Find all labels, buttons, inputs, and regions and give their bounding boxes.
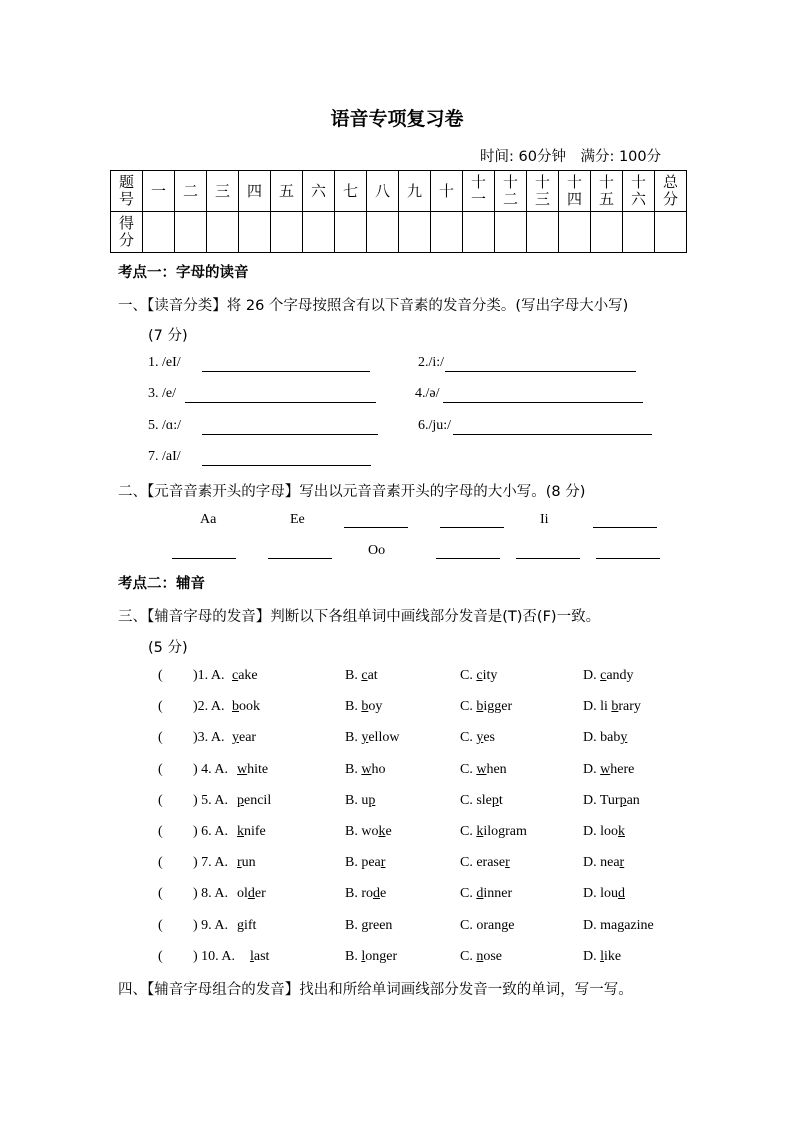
option-prefix: C. [460, 699, 477, 714]
table-header-cell: 十 [431, 171, 463, 212]
table-header-cell: 八 [367, 171, 399, 212]
option-word[interactable] [237, 886, 266, 902]
option-word[interactable] [583, 699, 641, 715]
question-1-score: (7 分) [148, 328, 188, 344]
question-3-instruction: 三、【辅音字母的发音】判断以下各组单词中画线部分发音是(T)否(F)一致。 [118, 609, 601, 625]
option-word[interactable] [232, 668, 258, 684]
question-number: )1. A. [193, 668, 225, 683]
underlined-letters: p [368, 793, 376, 808]
option-word[interactable] [345, 668, 378, 684]
underlined-letters: d [476, 886, 484, 901]
option-prefix: D. nea [583, 855, 620, 870]
answer-blank[interactable] [185, 402, 376, 403]
answer-blank[interactable] [344, 527, 408, 528]
row-label-score: 得 分 [111, 212, 143, 253]
option-word[interactable] [460, 855, 510, 871]
question-number: ) 7. A. [193, 855, 228, 870]
option-suffix: er [254, 886, 266, 901]
option-word[interactable] [237, 855, 256, 871]
option-prefix: C. [460, 886, 477, 901]
underlined-letters: w [476, 762, 487, 777]
option-word[interactable] [345, 793, 375, 809]
score-cell[interactable] [463, 212, 495, 253]
answer-blank[interactable] [202, 465, 371, 466]
table-header-cell: 一 [143, 171, 175, 212]
question-number: ) 5. A. [193, 793, 228, 808]
option-suffix: ike [604, 949, 622, 964]
letter-pair: Oo [368, 543, 386, 558]
underlined-letters: c [361, 668, 368, 683]
score-cell[interactable] [239, 212, 271, 253]
score-cell[interactable] [623, 212, 655, 253]
option-suffix: reen [368, 918, 393, 933]
underlined-letters: y [476, 730, 484, 745]
underlined-letters: c [476, 668, 483, 683]
option-word[interactable] [345, 855, 385, 871]
question-number: ) 10. A. [193, 949, 235, 964]
phoneme-label: 4./ə/ [415, 386, 440, 401]
letter-pair: Ee [290, 512, 305, 527]
underlined-letters: c [232, 668, 239, 683]
answer-blank[interactable] [593, 527, 657, 528]
score-cell[interactable] [271, 212, 303, 253]
answer-paren-open[interactable]: ( [158, 668, 163, 683]
table-header-cell: 九 [399, 171, 431, 212]
option-prefix: ol [237, 886, 248, 901]
option-prefix: B. [345, 730, 362, 745]
underlined-letters: d [618, 886, 625, 901]
option-prefix: C. sle [460, 793, 492, 808]
underlined-letters: c [600, 668, 607, 683]
phoneme-label: 3. /e/ [148, 386, 176, 401]
option-prefix: D. ma [583, 918, 618, 933]
option-word[interactable] [460, 668, 497, 684]
phoneme-label: 1. /eI/ [148, 355, 181, 370]
option-prefix: D. [583, 949, 601, 964]
answer-paren-open[interactable]: ( [158, 949, 163, 964]
score-table [110, 170, 687, 253]
answer-paren-open[interactable]: ( [158, 824, 163, 839]
option-prefix: B. [345, 762, 362, 777]
option-word[interactable] [232, 730, 256, 746]
table-header-cell: 十 五 [591, 171, 623, 212]
option-suffix: at [367, 668, 378, 683]
option-word[interactable] [460, 949, 502, 965]
option-suffix: ift [244, 918, 257, 933]
question-4-instruction: 四、【辅音字母组合的发音】找出和所给单词画线部分发音一致的单词，写一写。 [118, 982, 633, 998]
answer-paren-open[interactable]: ( [158, 855, 163, 870]
answer-paren-open[interactable]: ( [158, 699, 163, 714]
question-number: ) 9. A. [193, 918, 228, 933]
question-1-instruction: 一、【读音分类】将 26 个字母按照含有以下音素的发音分类。(写出字母大小写) [118, 298, 629, 314]
underlined-letters: y [361, 730, 369, 745]
option-prefix: B. [345, 949, 362, 964]
question-number: ) 6. A. [193, 824, 228, 839]
option-suffix: e [385, 824, 392, 839]
question-number: ) 8. A. [193, 886, 228, 901]
answer-blank[interactable] [453, 434, 652, 435]
score-cell[interactable] [367, 212, 399, 253]
option-prefix: B. ro [345, 886, 373, 901]
option-word[interactable] [345, 762, 385, 778]
option-word[interactable] [583, 793, 640, 809]
score-cell[interactable] [207, 212, 239, 253]
option-prefix: B. pea [345, 855, 381, 870]
underlined-letters: k [237, 824, 244, 839]
phoneme-label: 6./ju:/ [418, 418, 452, 433]
answer-paren-open[interactable]: ( [158, 918, 163, 933]
underlined-letters: b [232, 699, 239, 714]
answer-blank[interactable] [172, 558, 236, 559]
table-header-cell: 十 一 [463, 171, 495, 212]
underlined-letters: y [620, 730, 628, 745]
option-suffix: ilogram [483, 824, 527, 839]
table-header-cell: 二 [175, 171, 207, 212]
underlined-letters: g [617, 918, 625, 933]
page-title: 语音专项复习卷 [330, 108, 464, 130]
underlined-letters: p [491, 793, 499, 808]
option-suffix: ast [253, 949, 270, 964]
option-suffix: an [626, 793, 640, 808]
table-header-cell: 四 [239, 171, 271, 212]
option-word[interactable] [250, 949, 269, 965]
score-cell[interactable] [335, 212, 367, 253]
underlined-letters: b [611, 699, 619, 714]
option-prefix: C. [460, 949, 477, 964]
option-word[interactable] [460, 730, 495, 746]
option-suffix: hite [247, 762, 269, 777]
score-cell[interactable] [655, 212, 687, 253]
option-word[interactable] [583, 855, 624, 871]
option-word[interactable] [237, 793, 271, 809]
answer-paren-open[interactable]: ( [158, 886, 163, 901]
option-suffix: rary [618, 699, 641, 714]
option-prefix: D. [583, 668, 601, 683]
option-prefix: D. Tur [583, 793, 620, 808]
underlined-letters: r [380, 855, 386, 870]
option-suffix: andy [606, 668, 634, 683]
option-suffix: inner [483, 886, 513, 901]
underlined-letters: l [250, 949, 254, 964]
option-word[interactable] [345, 918, 392, 934]
table-header-cell: 六 [303, 171, 335, 212]
option-word[interactable] [237, 918, 256, 934]
table-header-cell: 十 六 [623, 171, 655, 212]
section-heading-point1: 考点一：字母的读音 [118, 265, 249, 281]
phoneme-label: 7. /aI/ [148, 449, 181, 464]
underlined-letters: p [237, 793, 244, 808]
option-word[interactable] [460, 793, 503, 809]
underlined-letters: g [361, 918, 369, 933]
option-suffix: t [498, 793, 503, 808]
underlined-letters: k [378, 824, 386, 839]
table-header-cell: 十 三 [527, 171, 559, 212]
option-word[interactable] [583, 668, 634, 684]
underlined-letters: g [501, 918, 509, 933]
option-word[interactable] [345, 699, 382, 715]
table-header-cell: 七 [335, 171, 367, 212]
answer-paren-open[interactable]: ( [158, 762, 163, 777]
option-word[interactable] [583, 949, 621, 965]
time-score-info: 时间: 60分钟 满分: 100分 [480, 149, 662, 165]
row-label-number: 题 号 [111, 171, 143, 212]
underlined-letters: g [237, 918, 244, 933]
score-cell[interactable] [591, 212, 623, 253]
underlined-letters: n [476, 949, 484, 964]
letter-pair: Ii [540, 512, 549, 527]
answer-blank[interactable] [202, 434, 378, 435]
table-header-cell: 总 分 [655, 171, 687, 212]
option-prefix: C. erase [460, 855, 506, 870]
phoneme-label: 5. /ɑ:/ [148, 418, 181, 433]
underlined-letters: l [600, 949, 605, 964]
underlined-letters: k [618, 824, 625, 839]
option-suffix: ook [239, 699, 260, 714]
option-prefix: D. [583, 762, 601, 777]
score-cell[interactable] [495, 212, 527, 253]
option-word[interactable] [237, 824, 266, 840]
option-word[interactable] [460, 699, 512, 715]
option-prefix: D. bab [583, 730, 621, 745]
underlined-letters: l [361, 949, 366, 964]
question-number: ) 4. A. [193, 762, 228, 777]
option-suffix: ear [239, 730, 257, 745]
answer-blank[interactable] [436, 558, 500, 559]
option-word[interactable] [345, 824, 392, 840]
option-prefix: C. [460, 762, 477, 777]
phoneme-label: 2./i:/ [418, 355, 445, 370]
option-suffix: nife [244, 824, 266, 839]
option-suffix: ellow [368, 730, 400, 745]
option-word[interactable] [583, 762, 634, 778]
option-suffix: un [241, 855, 256, 870]
option-prefix: C. [460, 668, 477, 683]
option-prefix: B. [345, 918, 362, 933]
option-prefix: D. lou [583, 886, 618, 901]
table-header-cell: 十 四 [559, 171, 591, 212]
option-suffix: encil [244, 793, 272, 808]
answer-blank[interactable] [516, 558, 580, 559]
underlined-letters: r [505, 855, 510, 870]
option-suffix: igger [483, 699, 513, 714]
option-suffix: here [610, 762, 635, 777]
option-word[interactable] [460, 918, 514, 934]
answer-blank[interactable] [443, 402, 643, 403]
section-heading-point2: 考点二：辅音 [118, 576, 205, 592]
option-suffix: ho [371, 762, 386, 777]
underlined-letters: r [237, 855, 242, 870]
option-word[interactable] [583, 730, 627, 746]
table-header-cell: 五 [271, 171, 303, 212]
score-cell[interactable] [527, 212, 559, 253]
score-cell[interactable] [303, 212, 335, 253]
option-suffix: onger [365, 949, 398, 964]
option-prefix: B. [345, 699, 362, 714]
option-word[interactable] [237, 762, 268, 778]
option-suffix: ose [483, 949, 503, 964]
answer-blank[interactable] [202, 371, 370, 372]
question-number: )2. A. [193, 699, 225, 714]
score-cell[interactable] [143, 212, 175, 253]
option-word[interactable] [583, 886, 625, 902]
option-word[interactable] [583, 918, 654, 934]
option-word[interactable] [460, 762, 507, 778]
option-word[interactable] [460, 886, 512, 902]
option-word[interactable] [583, 824, 625, 840]
option-suffix: es [483, 730, 496, 745]
answer-blank[interactable] [268, 558, 332, 559]
option-prefix: D. loo [583, 824, 618, 839]
option-prefix: B. u [345, 793, 369, 808]
option-suffix: ity [482, 668, 498, 683]
underlined-letters: d [373, 886, 380, 901]
underlined-letters: r [619, 855, 625, 870]
table-header-cell: 三 [207, 171, 239, 212]
underlined-letters: w [600, 762, 611, 777]
underlined-letters: p [619, 793, 627, 808]
option-prefix: D. li [583, 699, 612, 714]
option-suffix: oy [368, 699, 383, 714]
score-cell[interactable] [175, 212, 207, 253]
option-word[interactable] [232, 699, 260, 715]
question-number: )3. A. [193, 730, 225, 745]
option-word[interactable] [460, 824, 527, 840]
option-suffix: ake [238, 668, 258, 683]
option-prefix: C. oran [460, 918, 502, 933]
option-prefix: B. wo [345, 824, 379, 839]
underlined-letters: k [476, 824, 484, 839]
question-2-instruction: 二、【元音音素开头的字母】写出以元音音素开头的字母的大小写。(8 分) [118, 484, 586, 500]
answer-paren-open[interactable]: ( [158, 730, 163, 745]
underlined-letters: b [361, 699, 369, 714]
letter-pair: Aa [200, 512, 217, 527]
option-suffix: e [508, 918, 515, 933]
answer-blank[interactable] [445, 371, 636, 372]
table-header-cell: 十 二 [495, 171, 527, 212]
underlined-letters: b [476, 699, 484, 714]
score-cell[interactable] [559, 212, 591, 253]
underlined-letters: w [361, 762, 372, 777]
underlined-letters: y [232, 730, 239, 745]
option-suffix: e [380, 886, 387, 901]
answer-paren-open[interactable]: ( [158, 793, 163, 808]
answer-blank[interactable] [596, 558, 660, 559]
option-suffix: azine [624, 918, 654, 933]
answer-blank[interactable] [440, 527, 504, 528]
option-word[interactable] [345, 886, 386, 902]
option-prefix: C. [460, 824, 477, 839]
option-word[interactable] [345, 730, 399, 746]
option-prefix: B. [345, 668, 362, 683]
option-prefix: C. [460, 730, 477, 745]
underlined-letters: w [237, 762, 248, 777]
option-suffix: hen [486, 762, 507, 777]
option-word[interactable] [345, 949, 397, 965]
question-3-score: (5 分) [148, 640, 188, 656]
score-cell[interactable] [399, 212, 431, 253]
underlined-letters: d [247, 886, 255, 901]
score-cell[interactable] [431, 212, 463, 253]
